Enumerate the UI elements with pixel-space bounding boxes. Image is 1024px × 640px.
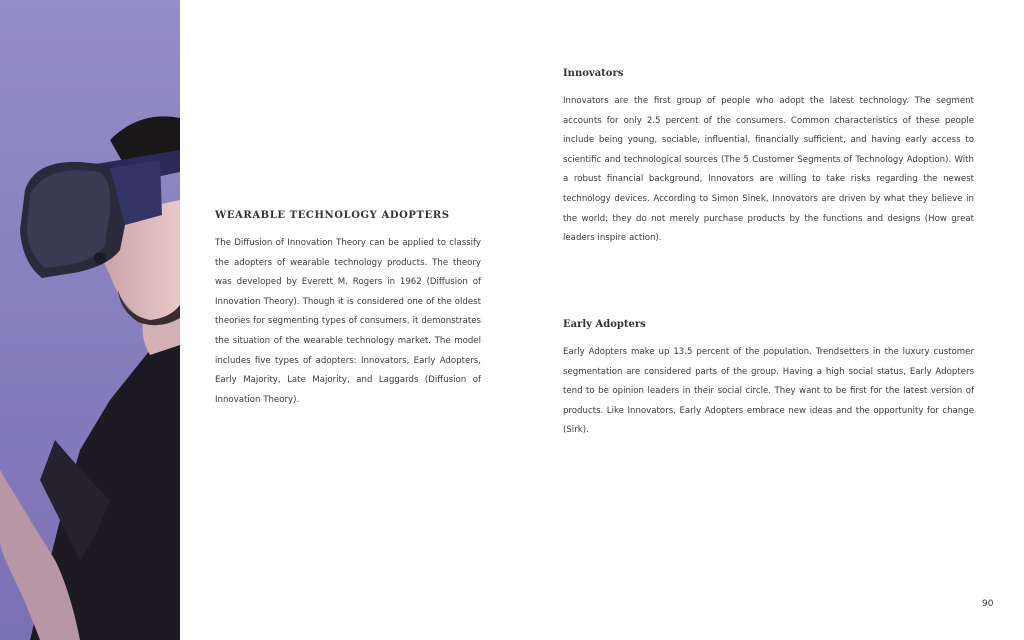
section-body: The Diffusion of Innovation Theory can be applied to classify the adopters of wearable technology products. The theory was developed by Everett M. Rogers in 1962 (Diffusion of Innovation Theory). Though it is considered one of the oldest theories for segmenting types of consumers, it demonstrates the situation of the wearable technology market. The model includes five types of adopters: Innovators, Early Adopters, Early Majority, Late Majority, and Laggards (Diffusion of Innovation Theory).	[215, 238, 481, 405]
early-adopters-section	[563, 319, 974, 441]
innovators-body: Innovators are the first group of people who adopt the latest technology. The segment accounts for only 2.5 percent of the consumers. Common characteristics of these people include being young, sociable, influential, financially sufficient, and having early access to scientific and technological sources (The 5 Customer Segments of Technology Adoption). With a robust financial background, Innovators are willing to take risks regarding the newest technology devices. According to Simon Sinek, Innovators are driven by what they believe in the world; they do not merely purchase products by the functions and designs (How great leaders inspire action).	[563, 96, 974, 244]
section-heading: WEARABLE TECHNOLOGY ADOPTERS	[215, 210, 450, 221]
early-adopters-body: Early Adopters make up 13.5 percent of the population. Trendsetters in the luxury customer segmentation are considered parts of the group. Having a high social status, Early Adopters tend to be opinion leaders in their social circle. They want to be first for the latest version of products. Like Innovators, Early Adopters embrace new ideas and the opportunity for change (Sirk).	[563, 347, 974, 436]
vr-photo-illustration	[0, 0, 180, 640]
page-number: 90	[982, 599, 994, 609]
wearable-adopters-section	[215, 210, 481, 410]
innovators-section	[563, 68, 974, 249]
innovators-heading: Innovators	[563, 68, 624, 79]
early-adopters-heading: Early Adopters	[563, 319, 646, 330]
vr-headset-photo	[0, 0, 180, 640]
